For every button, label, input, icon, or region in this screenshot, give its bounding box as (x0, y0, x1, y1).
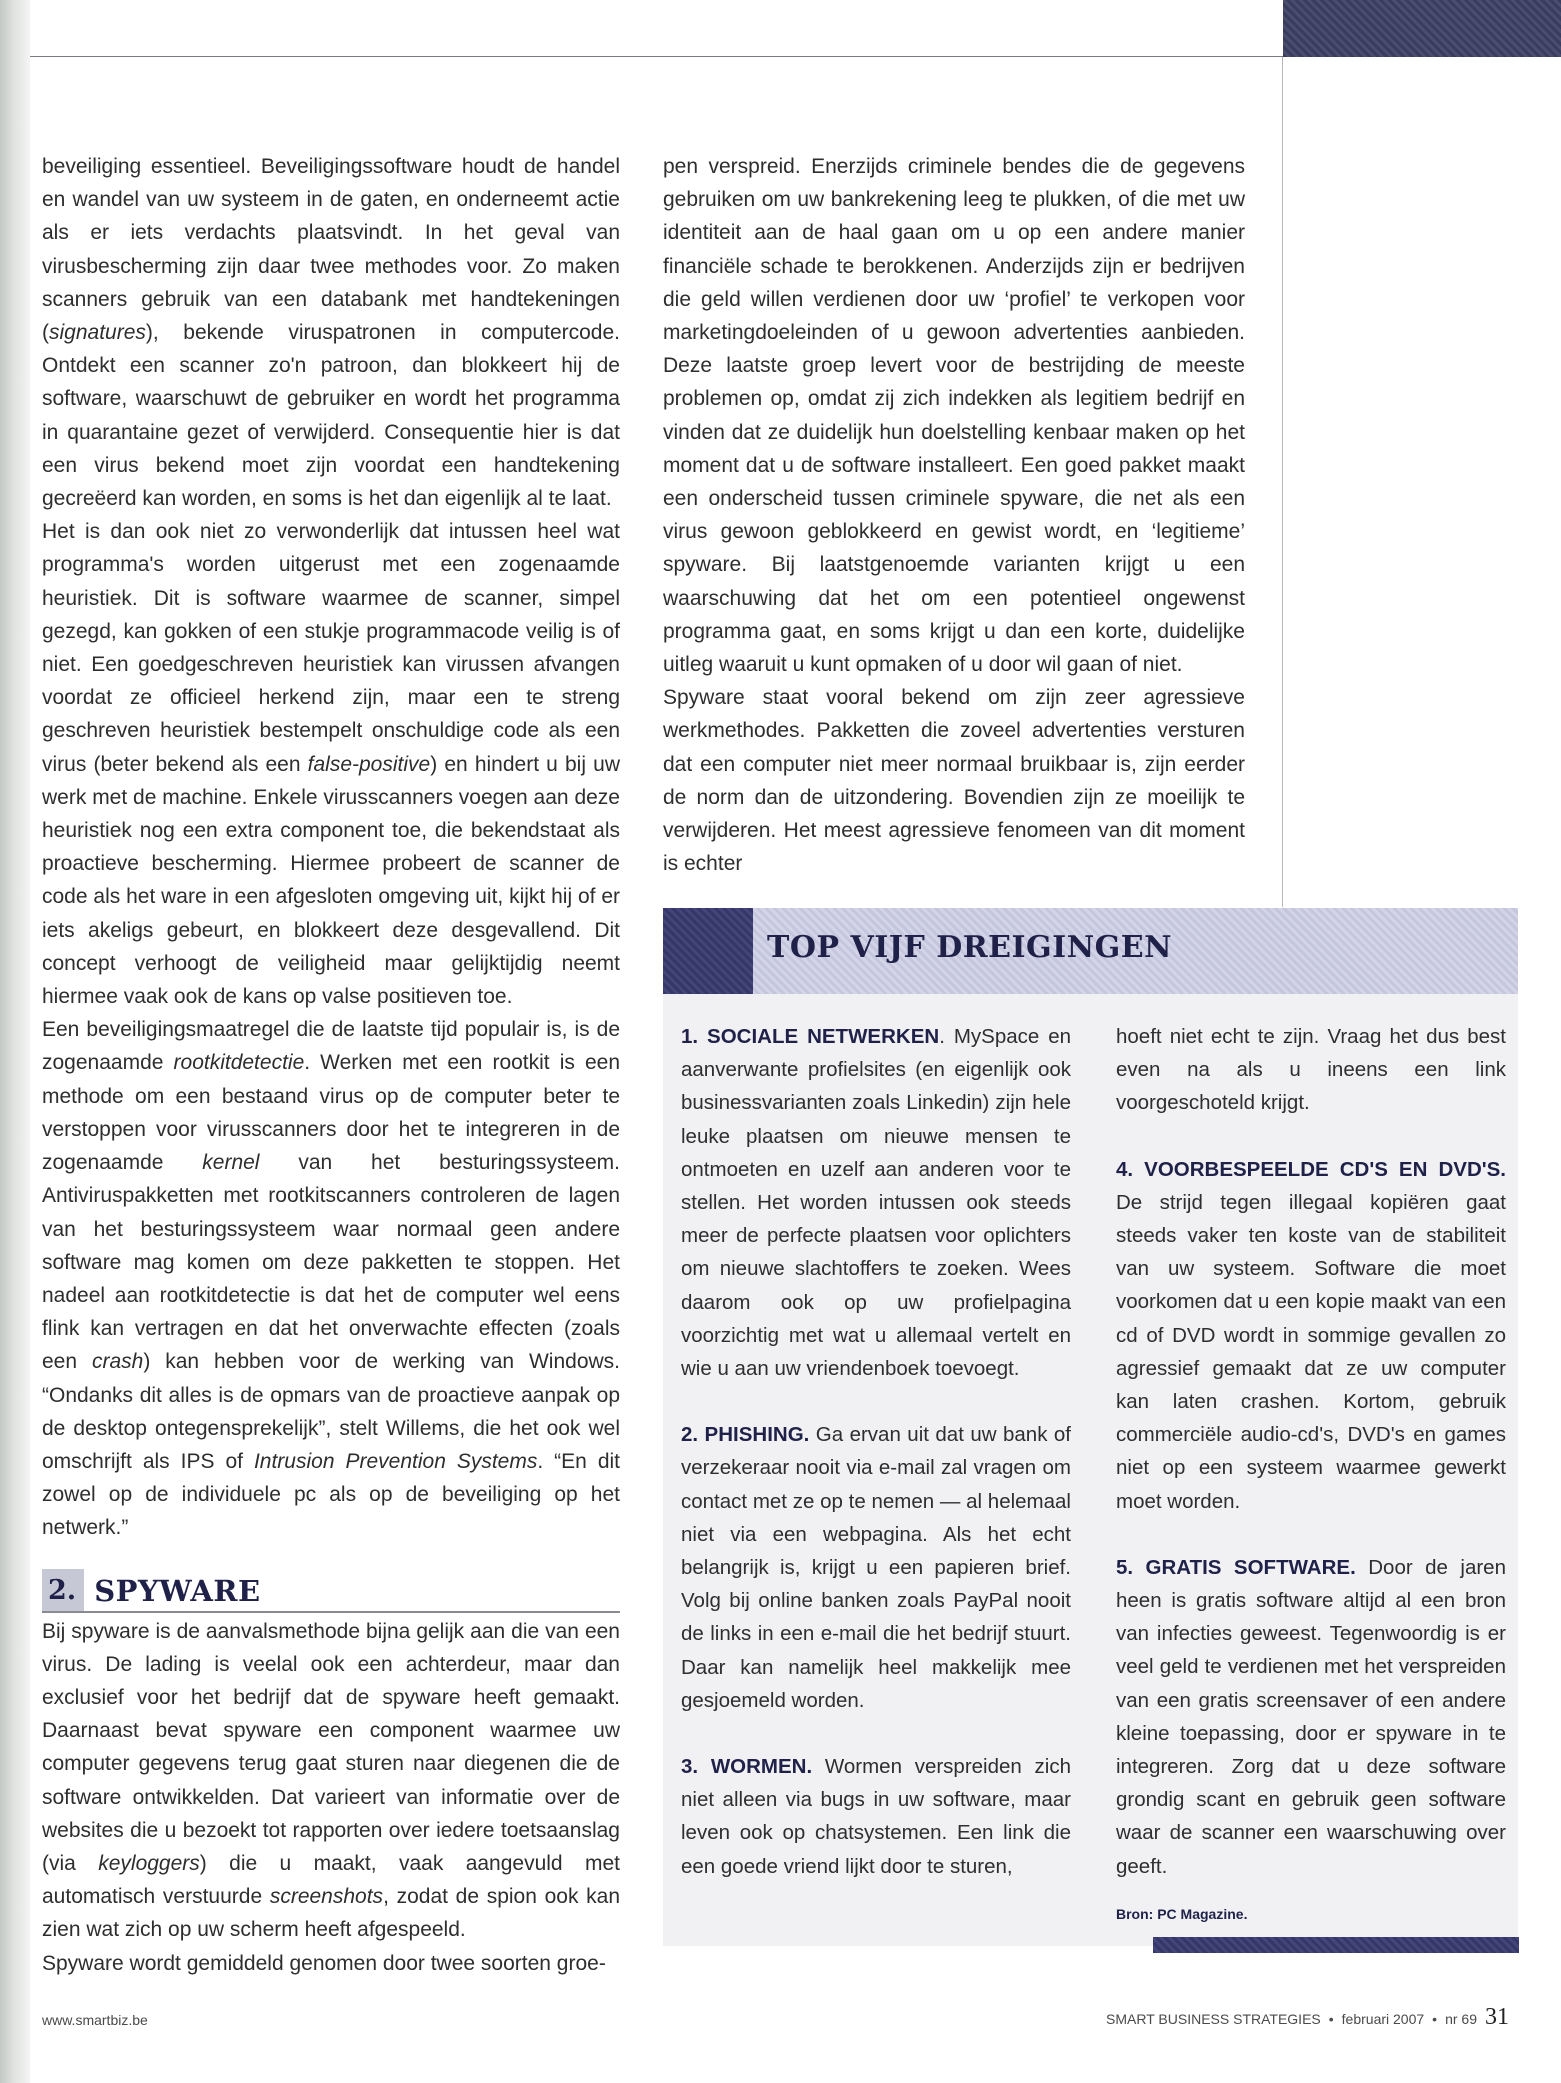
paragraph: beveiliging essentieel. Beveiligingssoftware houdt de handel en wandel van uw systeem in de gaten, en onderneemt actie als er iets verdachts plaatsvindt. In het geval van virusbescherming zijn daar twee methodes voor. Zo maken scanners gebruik van een databank met handtekeningen (signatures), bekende viruspatronen in computercode. Ontdekt een scanner zo'n patroon, dan blokkeert hij de software, waarschuwt de gebruiker en wordt het programma in quarantaine gezet of verwijderd. Consequentie hier is dat een virus bekend moet zijn voordat een handtekening gecreëerd kan worden, en soms is het dan eigenlijk al te laat. (42, 155, 620, 511)
box-bottom-bar (1153, 1937, 1519, 1953)
paragraph: Bij spyware is de aanvalsmethode bijna gelijk aan die van een virus. De lading is veelal ook een achterdeur, maar dan exclusief voor het bedrijf dat de spyware heeft gemaakt. Daarnaast bevat spyware een component waarmee uw computer gegevens terug gaat sturen naar diegenen die de software ontwikkelden. Dat varieert van informatie over de websites die u bezoekt tot rapporten over iedere toetsaanslag (via keyloggers) die u maakt, vaak aangevuld met automatisch verstuurde screenshots, zodat de spion ook kan zien wat zich op uw scherm heeft afgespeeld. (42, 1619, 620, 1942)
box-column-2 (1116, 1020, 1506, 1931)
issue-separator: • (1432, 2011, 1438, 2027)
threat-item-5: 5. GRATIS SOFTWARE. Door de jaren heen is gratis software altijd al een bron van infecties geweest. Tegenwoordig is er veel geld te verdienen met het verspreiden van een gratis screensaver of een andere kleine toepassing, door er spyware in te integreren. Zorg dat u deze software grondig scant en gebruik geen software waar de scanner een waarschuwing over geeft. (1116, 1555, 1506, 1878)
threat-item-2: 2. PHISHING. Ga ervan uit dat uw bank of verzekeraar nooit via e-mail zal vragen om contact met ze op te nemen — al helemaal niet via een webpagina. Als het echt belangrijk is, krijgt u een papieren brief. Volg bij online banken zoals PayPal nooit de links in een e-mail die het bedrijf stuurt. Daar kan namelijk heel makkelijk mee gesjoemeld worden. (681, 1423, 1071, 1712)
threat-item-4: 4. VOORBESPEELDE CD'S EN DVD'S. De strijd tegen illegaal kopiëren gaat steeds vaker ten koste van de stabiliteit van uw systeem. Software die moet voorkomen dat u een kopie maakt van een cd of DVD wordt in sommige gevallen zo agressief gemaakt dat ze uw computer kan laten crashen. Kortom, gebruik commerciële audio-cd's, DVD's en games niet op een systeem waarmee gewerkt moet worden. (1116, 1157, 1506, 1513)
corner-color-block (1283, 0, 1561, 57)
magazine-name: SMART BUSINESS STRATEGIES (1106, 2011, 1321, 2027)
paragraph: Spyware staat vooral bekend om zijn zeer agressieve werkmethodes. Pakketten die zoveel advertenties versturen dat een computer niet meer normaal bruikbaar is, zijn eerder de norm dan de uitzondering. Bovendien zijn ze moeilijk te verwijderen. Het meest agressieve fenomeen van dit moment is echter (663, 686, 1245, 876)
issue-date: februari 2007 (1341, 2011, 1425, 2027)
header-rule (30, 56, 1283, 57)
column-divider (1282, 57, 1283, 907)
footer-bullet: • (1328, 2011, 1334, 2027)
page-number: 31 (1485, 2004, 1509, 2030)
threat-item-1: 1. SOCIALE NETWERKEN. MySpace en aanverwante profielsites (en eigenlijk ook businessvarianten zoals Linkedin) zijn hele leuke plaatsen om nieuwe mensen te ontmoeten en uzelf aan anderen voor te stellen. Het worden intussen ook steeds meer de perfecte plaatsen voor oplichters om nieuwe slachtoffers te zoeken. Wees daarom ook op uw profielpagina voorzichtig met wat u allemaal vertelt en wie u aan uw vriendenboek toevoegt. (681, 1025, 1071, 1381)
threat-title: 5. GRATIS SOFTWARE. (1116, 1555, 1356, 1579)
box-column-1 (681, 1020, 1071, 1916)
threat-item-3: 3. WORMEN. Wormen verspreiden zich niet alleen via bugs in uw software, maar leven ook op chatsystemen. Een link die een goede vriend lijkt door te sturen, (681, 1755, 1071, 1878)
threat-title: 2. PHISHING. (681, 1423, 810, 1447)
paragraph: Spyware wordt gemiddeld genomen door twee soorten groe- (42, 1951, 606, 1975)
section-number: 2. (42, 1569, 84, 1611)
paragraph: Een beveiligingsmaatregel die de laatste tijd populair is, is de zogenaamde rootkitdetectie. Werken met een rootkit is een methode om een bestaand virus op de computer beter te verstoppen voor virusscanners door het te integreren in de zogenaamde kernel van het besturingssysteem. Antiviruspakketten met rootkitscanners controleren de lagen van het besturingssysteem waar normaal geen andere software mag komen om deze pakketten te stoppen. Het nadeel aan rootkitdetectie is dat het de computer wel eens flink kan vertragen en dat het onverwachte effecten (zoals een crash) kan hebben voor de werking van Windows. “Ondanks dit alles is de opmars van de proactieve aanpak op de desktop ontegensprekelijk”, stelt Willems, die het ook wel omschrijft als IPS of Intrusion Prevention Systems. “En dit zowel op de individuele pc als op de beveiliging op het netwerk.” (42, 1018, 620, 1540)
paragraph: pen verspreid. Enerzijds criminele bendes die de gegevens gebruiken om uw bankrekening leeg te plukken, of die met uw identiteit aan de haal gaan om u op een andere manier financiële schade te berokkenen. Anderzijds zijn er bedrijven die geld willen verdienen door uw ‘profiel’ te verkopen voor marketingdoeleinden of u gewoon advertenties aanbieden. Deze laatste groep levert voor de bestrijding de meeste problemen op, omdat zij zich indekken als legitiem bedrijf en vinden dat ze duidelijk hun doelstelling kenbaar maken op het moment dat u de software installeert. Een goed pakket maakt een onderscheid tussen criminele spyware, die net als een virus gewoon geblokkeerd en gewist wordt, en ‘legitieme’ spyware. Bij laatstgenoemde varianten krijgt u een waarschuwing dat het om een potentieel ongewenst programma gaat, en soms krijgt u dan een korte, duidelijke uitleg waaruit u kunt opmaken of u door wil gaan of niet. (663, 155, 1245, 677)
binding-shadow (0, 0, 30, 2083)
source-credit: Bron: PC Magazine. (1116, 1905, 1248, 1922)
section-heading-spyware (42, 1567, 620, 1613)
threat-title: 1. SOCIALE NETWERKEN (681, 1025, 940, 1048)
threat-title: 3. WORMEN. (681, 1755, 813, 1779)
section-title: SPYWARE (94, 1573, 261, 1608)
issue-number: nr 69 (1445, 2011, 1477, 2027)
threat-title: 4. VOORBESPEELDE CD'S EN DVD'S. (1116, 1157, 1506, 1181)
top-five-threats-box (663, 908, 1518, 1946)
middle-column (663, 150, 1245, 880)
footer-url: www.smartbiz.be (42, 2012, 148, 2028)
footer-info (1106, 2004, 1509, 2031)
box-header-square (663, 908, 753, 994)
box-title: TOP VIJF DREIGINGEN (767, 930, 1173, 965)
box-header (663, 908, 1518, 994)
paragraph: Het is dan ook niet zo verwonderlijk dat intussen heel wat programma's worden uitgerust met een zogenaamde heuristiek. Dit is software waarmee de scanner, simpel gezegd, kan gokken of een stukje programmacode veilig is of niet. Een goedgeschreven heuristiek kan virussen afvangen voordat ze officieel herkend zijn, maar een te streng geschreven heuristiek bestempelt onschuldige code als een virus (beter bekend als een false-positive) en hindert u bij uw werk met de machine. Enkele virusscanners voegen aan deze heuristiek nog een extra component toe, die bekendstaat als proactieve bescherming. Hiermee probeert de scanner de code als het ware in een afgesloten omgeving uit, kijkt hij of er iets akeligs gebeurt, en blokkeert deze desgevallend. Dit concept verhoogt de veiligheid maar gelijktijdig neemt hiermee vaak ook de kans op valse positieven toe. (42, 520, 620, 1009)
threat-item-3-continued: hoeft niet echt te zijn. Vraag het dus best even na als u ineens een link voorgeschoteld krijgt. (1116, 1025, 1506, 1115)
left-column (42, 150, 620, 1980)
